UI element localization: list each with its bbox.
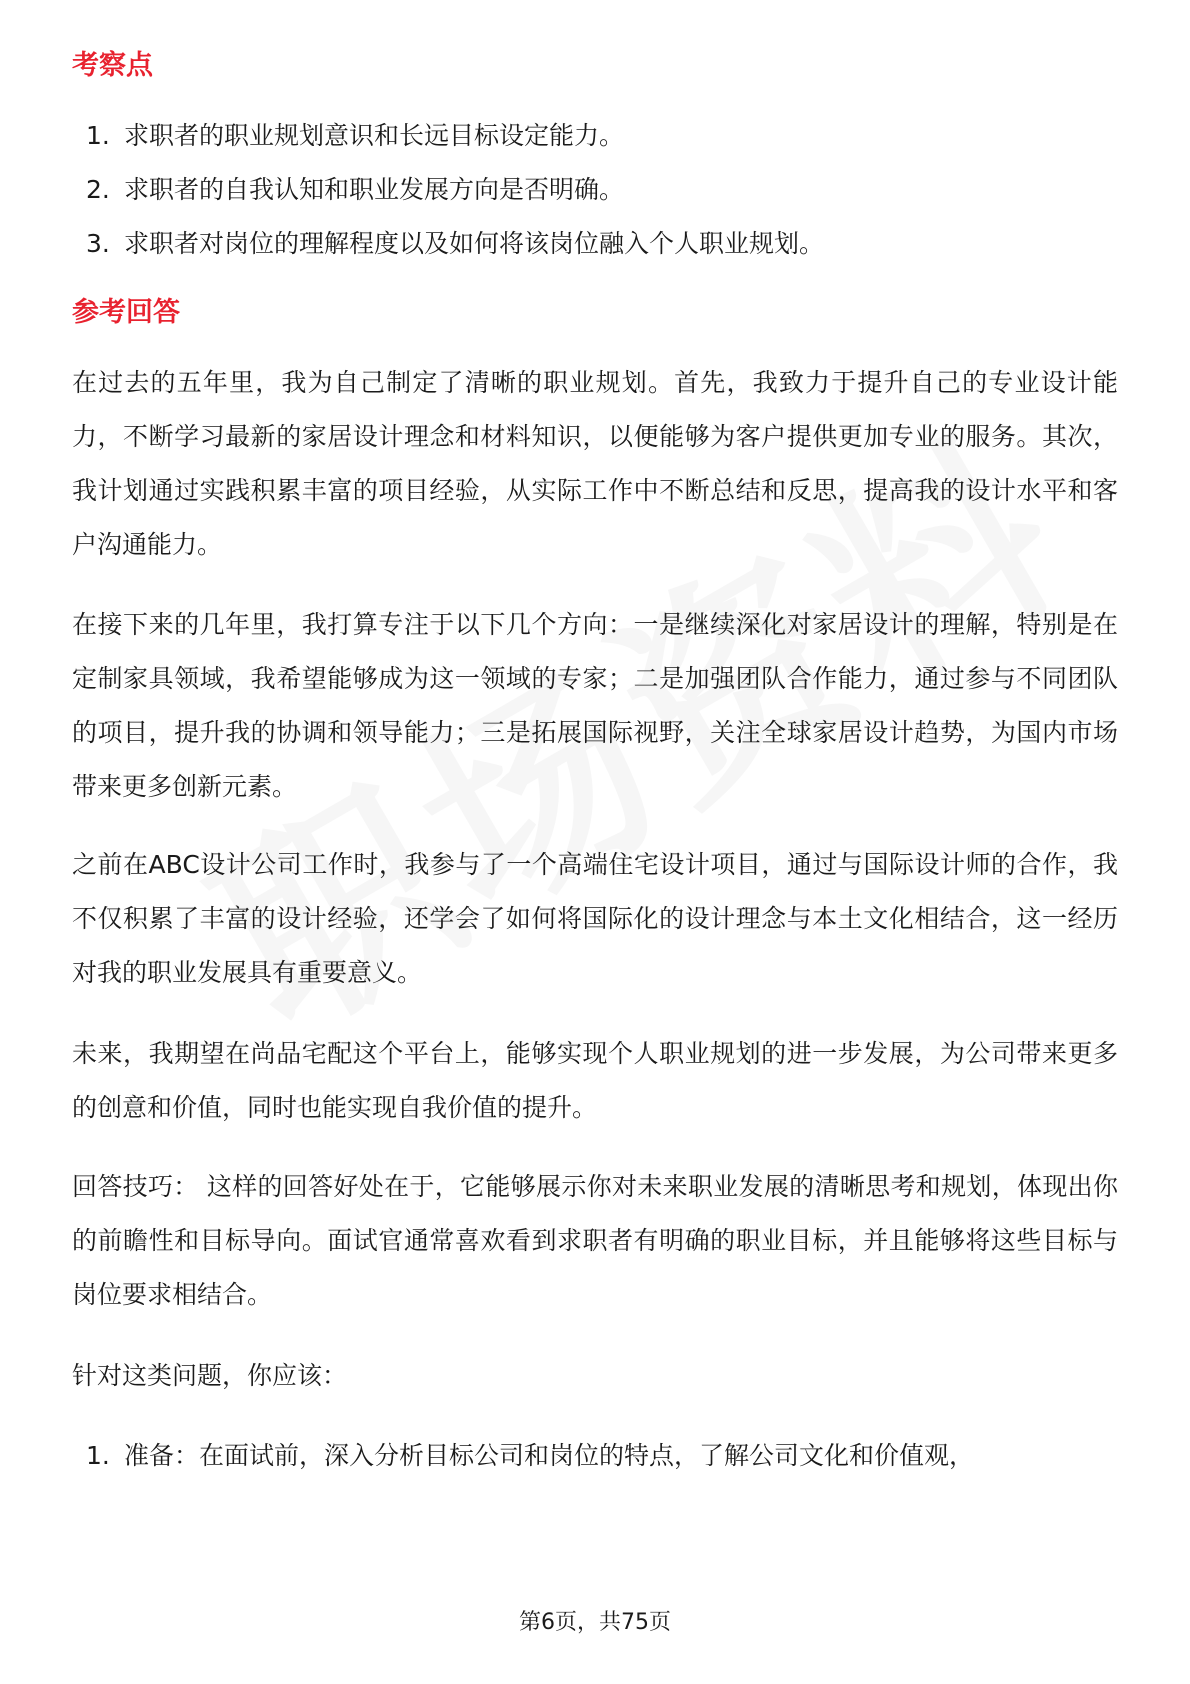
list-number: 1. [86,1441,110,1470]
list-item [72,226,1118,280]
paragraph: 之前在ABC设计公司工作时，我参与了一个高端住宅设计项目，通过与国际设计师的合作，我不仅积累了丰富的设计经验，还学会了如何将国际化的设计理念与本土文化相结合，这一经历对我的职业发展具有重要意义。 [72,850,1118,987]
list-number: 2. [86,175,110,204]
list-item-text: 求职者的职业规划意识和长远目标设定能力。 [124,121,625,150]
list-item-text: 求职者对岗位的理解程度以及如何将该岗位融入个人职业规划。 [124,229,825,258]
examination-points-list [72,118,1118,280]
page-number: 第6页，共75页 [519,1610,671,1635]
list-number: 1. [86,121,110,150]
list-item [72,1438,1118,1492]
list-item-text: 准备：在面试前，深入分析目标公司和岗位的特点，了解公司文化和价值观， [124,1441,975,1470]
section-title-examination-points: 考察点 [72,50,153,81]
paragraph: 在接下来的几年里，我打算专注于以下几个方向：一是继续深化对家居设计的理解，特别是在定制家具领域，我希望能够成为这一领域的专家；二是加强团队合作能力，通过参与不同团队的项目，提升我的协调和领导能力；三是拓展国际视野，关注全球家居设计趋势，为国内市场带来更多创新元素。 [72,610,1118,801]
list-item [72,172,1118,226]
list-number: 3. [86,229,110,258]
list-item [72,118,1118,172]
tips-list [72,1438,1118,1492]
paragraph: 在过去的五年里，我为自己制定了清晰的职业规划。首先，我致力于提升自己的专业设计能力，不断学习最新的家居设计理念和材料知识，以便能够为客户提供更加专业的服务。其次，我计划通过实践积累丰富的项目经验，从实际工作中不断总结和反思，提高我的设计水平和客户沟通能力。 [72,368,1118,559]
paragraph: 未来，我期望在尚品宅配这个平台上，能够实现个人职业规划的进一步发展，为公司带来更多的创意和价值，同时也能实现自我价值的提升。 [72,1039,1118,1122]
section-title-reference-answer: 参考回答 [72,297,180,328]
paragraph: 回答技巧： 这样的回答好处在于，它能够展示你对未来职业发展的清晰思考和规划，体现出你的前瞻性和目标导向。面试官通常喜欢看到求职者有明确的职业目标，并且能够将这些目标与岗位要求相结合。 [72,1172,1118,1309]
list-item-text: 求职者的自我认知和职业发展方向是否明确。 [124,175,625,204]
paragraph: 针对这类问题，你应该： [72,1361,348,1390]
